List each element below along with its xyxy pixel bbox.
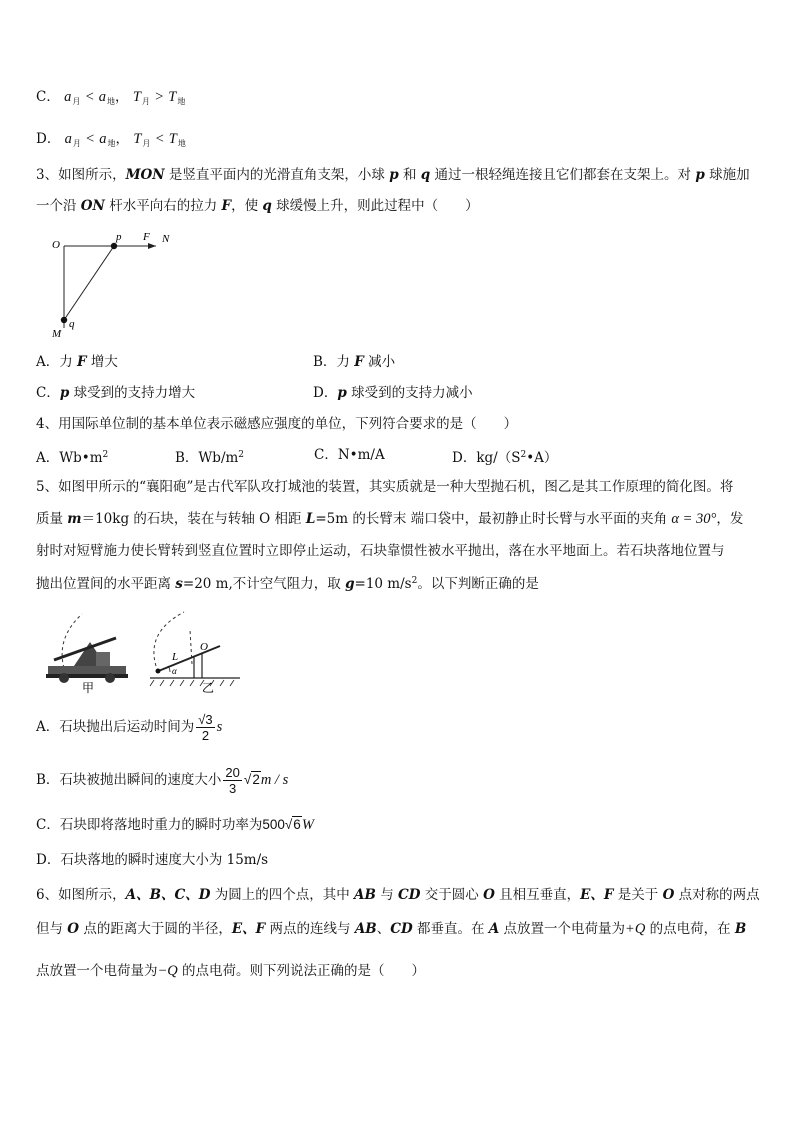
- q5-label-o: O: [200, 641, 208, 653]
- q5-stem-line4: 抛出位置间的水平距离 s=20 m,不计空气阻力，取 g=10 $m/s^2$。以下判断正确的是: [36, 576, 539, 592]
- q4-option-c: C．N•m/A: [314, 447, 385, 463]
- q5-figure: [44, 608, 244, 694]
- q4-option-b: B．$Wb/m^2$: [175, 450, 245, 466]
- q6-stem-line1: 6、如图所示，A、B、C、D 为圆上的四个点，其中 AB 与 CD 交于圆心 O 且相互垂直，E、F 是关于 O 点对称的两点: [36, 887, 760, 903]
- q3-figure: [44, 228, 184, 344]
- q5-stem-line2: 质量 m＝10kg 的石块，装在与转轴 O 相距 L=5m 的长臂末 端口袋中，最初静止时长臂与水平面的夹角 α = 30°，发: [36, 511, 744, 527]
- q3-rope: [64, 246, 114, 320]
- q3-label-o: O: [52, 239, 60, 251]
- q5-option-a-fraction: $\frac{√3}{2}$: [198, 712, 213, 743]
- q6-stem-line2: 但与 O 点的距离大于圆的半径，E、F 两点的连线与 AB、CD 都垂直。在 A 点放置一个电荷量为+Q 的点电荷，在 B: [36, 921, 747, 937]
- q4-option-a: A．$Wb•m^2$: [36, 450, 109, 466]
- q6-stem-line3: 点放置一个电荷量为−Q 的点电荷。则下列说法正确的是（ ）: [36, 963, 426, 979]
- q3-option-c: C．p 球受到的支持力增大: [36, 385, 196, 401]
- q5-option-b-fraction: $\frac{20}{3}$: [225, 765, 240, 796]
- q3-option-b: B．力 F 减小: [313, 354, 396, 370]
- q5-label-jia: 甲: [82, 681, 95, 694]
- q3-label-q: q: [69, 318, 75, 330]
- q4-option-d: D．$kg/(S^2•A)$: [452, 450, 558, 466]
- q4-stem: 4、用国际单位制的基本单位表示磁感应强度的单位，下列符合要求的是（ ）: [36, 416, 518, 432]
- q5-option-d: D．石块落地的瞬时速度大小为 15m/s: [36, 852, 269, 868]
- q3-arrowhead: [148, 243, 156, 249]
- q2-option-c: C． $a_月 < a_地$， $T_月 > T_地$: [36, 89, 186, 106]
- q5-option-b: B．石块被抛出瞬间的速度大小 $\frac{20}{3}$ √2m / s: [36, 765, 289, 796]
- q5-catapult-sketch: [46, 614, 128, 683]
- q3-label-n: N: [162, 233, 170, 245]
- q5-option-c: C．石块即将落地时重力的瞬时功率为500√6W: [36, 817, 314, 833]
- q3-option-d: D．p 球受到的支持力减小: [313, 385, 473, 401]
- q3-label-p: p: [116, 231, 122, 243]
- q5-label-alpha: α: [172, 666, 177, 676]
- q5-option-a: A．石块抛出后运动时间为 $\frac{√3}{2}$ s: [36, 712, 223, 743]
- q5-stem-line1: 5、如图甲所示的“襄阳砲”是古代军队攻打城池的装置，其实质就是一种大型抛石机，图乙是其工作原理的简化图。将: [36, 479, 734, 495]
- q3-label-f: F: [143, 231, 150, 243]
- q5-stem-line3: 射时对短臂施力使长臂转到竖直位置时立即停止运动，石块靠惯性被水平抛出，落在水平地面上。若石块落地位置与: [36, 543, 725, 559]
- q2-option-d: D． $a_月 < a_地$， $T_月 < T_地$: [36, 131, 186, 148]
- q5-label-yi: 乙: [202, 681, 215, 694]
- q3-stem-line2: 一个沿 ON 杆水平向右的拉力 F，使 q 球缓慢上升，则此过程中（ ）: [36, 198, 479, 214]
- q3-ball-p: [111, 243, 117, 249]
- q5-option-c-sqrt: √6: [284, 817, 301, 832]
- q3-label-m: M: [52, 328, 62, 340]
- q3-option-a: A．力 F 增大: [36, 354, 118, 370]
- q5-label-l: L: [172, 651, 179, 663]
- q3-stem-line1: 3、如图所示，MON 是竖直平面内的光滑直角支架，小球 p 和 q 通过一根轻绳连接且它们都套在支架上。对 p 球施加: [36, 167, 750, 183]
- q3-ball-q: [61, 317, 67, 323]
- q5-principle-diagram: [150, 612, 240, 686]
- q5-option-b-sqrt: √2: [243, 772, 260, 787]
